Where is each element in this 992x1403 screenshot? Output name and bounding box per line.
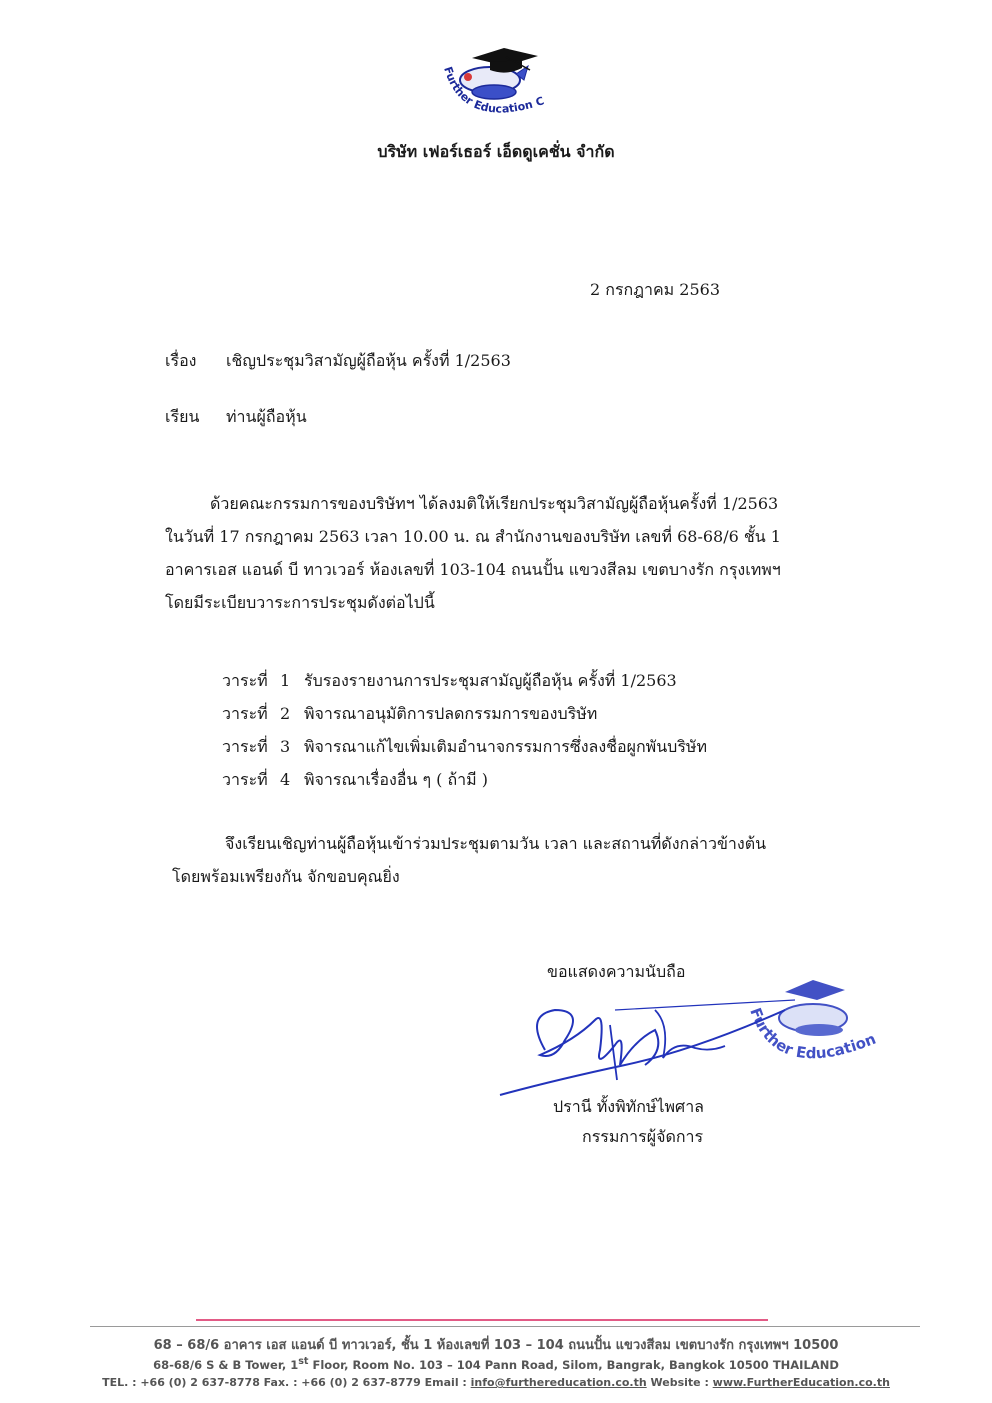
subject-label: เรื่อง [165, 351, 197, 370]
paragraph-line: ในวันที่ 17 กรกฎาคม 2563 เวลา 10.00 น. ณ สำนักงานของบริษัท เลขที่ 68-68/6 ชั้น 1 [165, 527, 781, 546]
signer-position: กรรมการผู้จัดการ [582, 1127, 704, 1146]
agenda-label: วาระที่ [222, 671, 268, 690]
footer-address-thai: 68 – 68/6 อาคาร เอส แอนด์ บี ทาวเวอร์, ชั้น 1 ห้องเลขที่ 103 – 104 ถนนปั้น แขวงสีลม เขตบางรัก กรุงเทพฯ 10500 [153, 1338, 839, 1353]
footer-address-part: 68-68/6 S & B Tower, 1 [153, 1357, 299, 1372]
agenda-item [222, 730, 707, 763]
invitation-paragraph [165, 487, 845, 619]
website-link[interactable]: www.FurtherEducation.co.th [712, 1376, 890, 1389]
agenda-text: พิจารณาเรื่องอื่น ๆ ( ถ้ามี ) [304, 770, 488, 789]
footer-divider-red [196, 1319, 768, 1321]
agenda-number: 2 [280, 704, 291, 723]
agenda-number: 1 [280, 671, 291, 690]
closing-paragraph [172, 827, 852, 893]
addressee-text: ท่านผู้ถือหุ้น [226, 407, 307, 426]
agenda-text: พิจารณาอนุมัติการปลดกรรมการของบริษัท [304, 704, 598, 723]
signature-and-stamp [495, 970, 895, 1110]
footer-address-english [0, 1356, 992, 1372]
footer-address-part: Floor, Room No. 103 – 104 Pann Road, Silom, Bangrak, Bangkok 10500 THAILAND [308, 1357, 839, 1372]
website-label: Website : [646, 1376, 713, 1389]
company-logo [432, 40, 562, 140]
footer-divider [90, 1326, 920, 1327]
footer-contact [0, 1376, 992, 1389]
agenda-number: 4 [280, 770, 291, 789]
company-name: บริษัท เฟอร์เธอร์ เอ็ดดูเคชั่น จำกัด [377, 142, 615, 161]
agenda-list [222, 664, 707, 796]
agenda-item [222, 763, 707, 796]
email-link[interactable]: info@furthereducation.co.th [470, 1376, 647, 1389]
agenda-label: วาระที่ [222, 704, 268, 723]
agenda-text: รับรองรายงานการประชุมสามัญผู้ถือหุ้น ครั้งที่ 1/2563 [304, 671, 677, 690]
agenda-number: 3 [280, 737, 291, 756]
svg-text:Further Education Co., Ltd.: Further Education C [441, 65, 546, 116]
floor-suffix: st [298, 1356, 309, 1367]
agenda-text: พิจารณาแก้ไขเพิ่มเติมอำนาจกรรมการซึ่งลงชื่อผูกพันบริษัท [304, 737, 708, 756]
signer-name: ปรานี ทั้งพิทักษ์ไพศาล [553, 1097, 704, 1116]
paragraph-line: ด้วยคณะกรรมการของบริษัทฯ ได้ลงมติให้เรียกประชุมวิสามัญผู้ถือหุ้นครั้งที่ 1/2563 [210, 494, 779, 513]
agenda-label: วาระที่ [222, 770, 268, 789]
paragraph-line: โดยมีระเบียบวาระการประชุมดังต่อไปนี้ [165, 593, 435, 612]
agenda-item [222, 697, 707, 730]
paragraph-line: อาคารเอส แอนด์ บี ทาวเวอร์ ห้องเลขที่ 103-104 ถนนปั้น แขวงสีลม เขตบางรัก กรุงเทพฯ [165, 560, 781, 579]
contact-phone-fax: TEL. : +66 (0) 2 637-8778 Fax. : +66 (0) 2 637-8779 Email : [102, 1376, 471, 1389]
addressee-label: เรียน [165, 407, 200, 426]
agenda-item [222, 664, 707, 697]
subject-text: เชิญประชุมวิสามัญผู้ถือหุ้น ครั้งที่ 1/2563 [226, 351, 511, 370]
closing-salutation: ขอแสดงความนับถือ [547, 962, 686, 981]
letter-date: 2 กรกฎาคม 2563 [590, 280, 721, 299]
paragraph-line: โดยพร้อมเพรียงกัน จักขอบคุณยิ่ง [172, 867, 400, 886]
paragraph-line: จึงเรียนเชิญท่านผู้ถือหุ้นเข้าร่วมประชุมตามวัน เวลา และสถานที่ดังกล่าวข้างต้น [225, 834, 767, 853]
agenda-label: วาระที่ [222, 737, 268, 756]
svg-text:Further Education Co., Ltd.: Further Education [746, 1005, 879, 1063]
